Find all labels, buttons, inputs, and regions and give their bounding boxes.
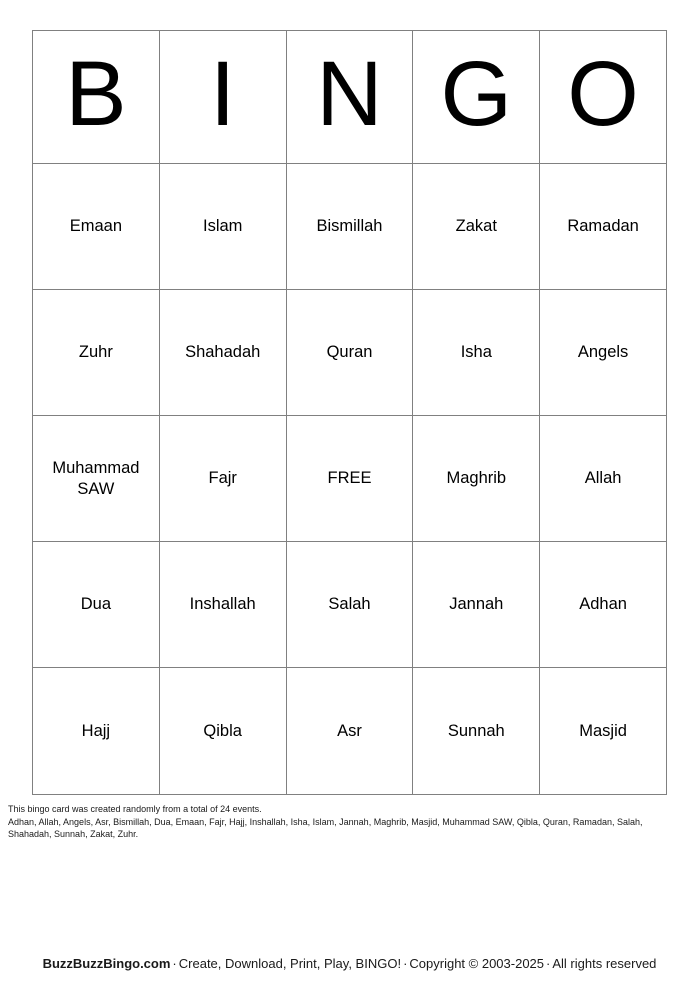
footer-rights: All rights reserved xyxy=(552,956,657,971)
bingo-row-2 xyxy=(33,290,667,416)
bingo-cell-label: Adhan xyxy=(579,595,627,614)
bingo-row-3 xyxy=(33,416,667,542)
bingo-cell-g5[interactable] xyxy=(413,668,540,795)
bingo-cell-free-space[interactable] xyxy=(287,416,414,542)
bingo-cell-o4[interactable] xyxy=(540,542,667,668)
footer-tagline: Create, Download, Print, Play, BINGO! xyxy=(178,956,402,971)
bingo-cell-o3[interactable] xyxy=(540,416,667,542)
bingo-cell-label: Asr xyxy=(337,721,362,740)
footer-separator-2: · xyxy=(403,956,408,971)
bingo-cell-label: Zakat xyxy=(455,217,497,236)
bingo-cell-label: Sunnah xyxy=(447,721,505,740)
bingo-cell-i4[interactable] xyxy=(160,542,287,668)
bingo-cell-b2[interactable] xyxy=(33,290,160,416)
bingo-cell-g4[interactable] xyxy=(413,542,540,668)
bingo-cell-label: Inshallah xyxy=(189,595,256,614)
caption-line-events-2: Shahadah, Sunnah, Zakat, Zuhr. xyxy=(8,829,139,840)
bingo-cell-label: Shahadah xyxy=(185,343,261,362)
bingo-cell-i2[interactable] xyxy=(160,290,287,416)
bingo-free-space-label: FREE xyxy=(327,469,372,488)
bingo-cell-label: Angels xyxy=(577,343,629,362)
bingo-cell-label: Dua xyxy=(80,595,112,614)
bingo-cell-b5[interactable] xyxy=(33,668,160,795)
bingo-cell-n2[interactable] xyxy=(287,290,414,416)
footer-separator-3: · xyxy=(546,956,551,971)
bingo-header-letter-b: B xyxy=(33,31,160,164)
bingo-cell-label: Ramadan xyxy=(567,217,639,236)
bingo-header-letter-g: G xyxy=(413,31,540,164)
bingo-cell-n4[interactable] xyxy=(287,542,414,668)
bingo-cell-label: Salah xyxy=(328,595,371,614)
bingo-header-letter-i: I xyxy=(160,31,287,164)
bingo-header-row xyxy=(33,31,667,164)
bingo-cell-b1[interactable] xyxy=(33,164,160,290)
bingo-cell-label: Jannah xyxy=(449,595,504,614)
footer-separator-1: · xyxy=(172,956,177,971)
card-caption xyxy=(8,803,688,841)
bingo-cell-label: Muhammad SAW xyxy=(52,458,140,498)
bingo-cell-label: Quran xyxy=(326,343,373,362)
bingo-cell-g1[interactable] xyxy=(413,164,540,290)
bingo-cell-n5[interactable] xyxy=(287,668,414,795)
footer-copyright: Copyright © 2003-2025 xyxy=(409,956,545,971)
bingo-cell-label: Allah xyxy=(584,469,622,488)
bingo-row-4 xyxy=(33,542,667,668)
bingo-row-5 xyxy=(33,668,667,795)
bingo-cell-g2[interactable] xyxy=(413,290,540,416)
bingo-row-1 xyxy=(33,164,667,290)
bingo-cell-label: Islam xyxy=(202,217,243,236)
bingo-cell-i3[interactable] xyxy=(160,416,287,542)
bingo-cell-label: Emaan xyxy=(69,217,123,236)
bingo-cell-label: Maghrib xyxy=(446,469,507,488)
bingo-cell-label: Fajr xyxy=(208,469,237,488)
bingo-cell-label: Isha xyxy=(460,343,492,362)
bingo-cell-o5[interactable] xyxy=(540,668,667,795)
bingo-cell-i5[interactable] xyxy=(160,668,287,795)
bingo-cell-i1[interactable] xyxy=(160,164,287,290)
bingo-header-letter-o: O xyxy=(540,31,667,164)
bingo-cell-o1[interactable] xyxy=(540,164,667,290)
bingo-cell-b4[interactable] xyxy=(33,542,160,668)
bingo-header-letter-n: N xyxy=(287,31,414,164)
caption-line-summary: This bingo card was created randomly from a total of 24 events. xyxy=(8,804,262,814)
bingo-cell-g3[interactable] xyxy=(413,416,540,542)
bingo-cell-n1[interactable] xyxy=(287,164,414,290)
footer-brand-link[interactable]: BuzzBuzzBingo.com xyxy=(42,956,171,971)
bingo-cell-label: Qibla xyxy=(203,721,242,740)
bingo-cell-o2[interactable] xyxy=(540,290,667,416)
caption-line-events-1: Adhan, Allah, Angels, Asr, Bismillah, Dua, Emaan, Fajr, Hajj, Inshallah, Isha, Islam, Jannah, Maghrib, Masjid, Muhammad SAW, Qibla, Quran, Ramadan, Salah, xyxy=(8,816,643,827)
bingo-cell-label: Masjid xyxy=(579,721,627,740)
page-footer xyxy=(0,955,699,973)
bingo-cell-label: Bismillah xyxy=(316,217,383,236)
bingo-cell-b3[interactable] xyxy=(33,416,160,542)
bingo-card-grid xyxy=(32,30,667,795)
bingo-cell-label: Zuhr xyxy=(78,343,113,362)
bingo-cell-label: Hajj xyxy=(81,721,111,740)
